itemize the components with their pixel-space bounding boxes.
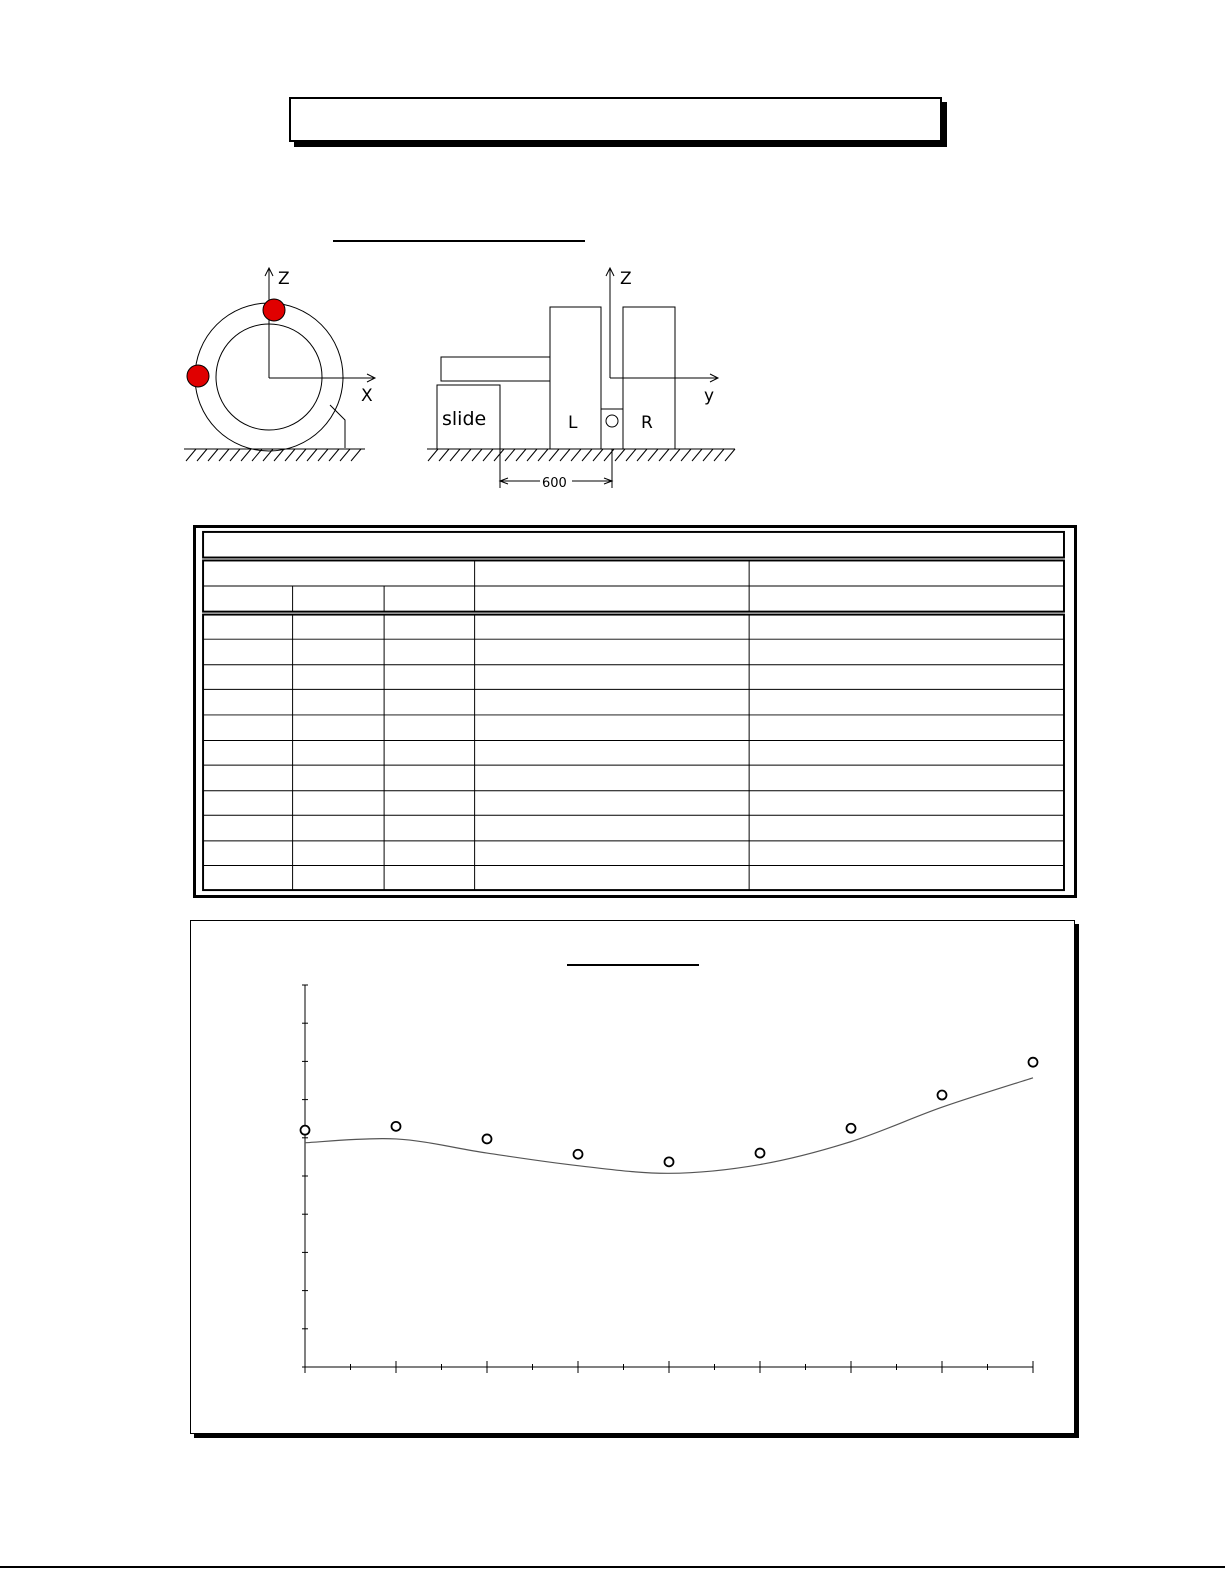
sensor-marker-left: [187, 365, 209, 387]
ring-support: [330, 405, 345, 448]
left-z-label: Z: [278, 269, 290, 289]
block-R-label: R: [641, 413, 653, 433]
data-point: [392, 1122, 401, 1131]
data-point: [938, 1091, 947, 1100]
dimension-label: 600: [542, 476, 567, 491]
data-point: [301, 1126, 310, 1135]
table-title-row: [203, 532, 1064, 558]
right-z-label: Z: [620, 269, 632, 289]
data-point: [574, 1150, 583, 1159]
table-column-lines: [293, 615, 750, 890]
data-point: [1029, 1058, 1038, 1067]
table-body: [203, 615, 1064, 890]
table-row-lines: [203, 639, 1064, 865]
right-ground-hatch: [428, 449, 735, 461]
left-x-label: X: [361, 386, 373, 406]
chart: [191, 921, 1074, 1433]
data-table: [193, 525, 1077, 898]
right-y-label: y: [704, 386, 715, 406]
bottom-rule: [0, 1566, 1225, 1568]
data-point: [847, 1124, 856, 1133]
data-point: [665, 1157, 674, 1166]
chart-frame: [190, 920, 1075, 1434]
data-point: [756, 1149, 765, 1158]
data-point: [483, 1134, 492, 1143]
block-L-label: L: [568, 413, 578, 433]
upper-slide-plate: [441, 357, 550, 381]
slide-label: slide: [442, 408, 487, 430]
setup-diagram: [0, 0, 760, 500]
sensor-marker-top: [263, 299, 285, 321]
center-ring-small: [606, 415, 618, 427]
